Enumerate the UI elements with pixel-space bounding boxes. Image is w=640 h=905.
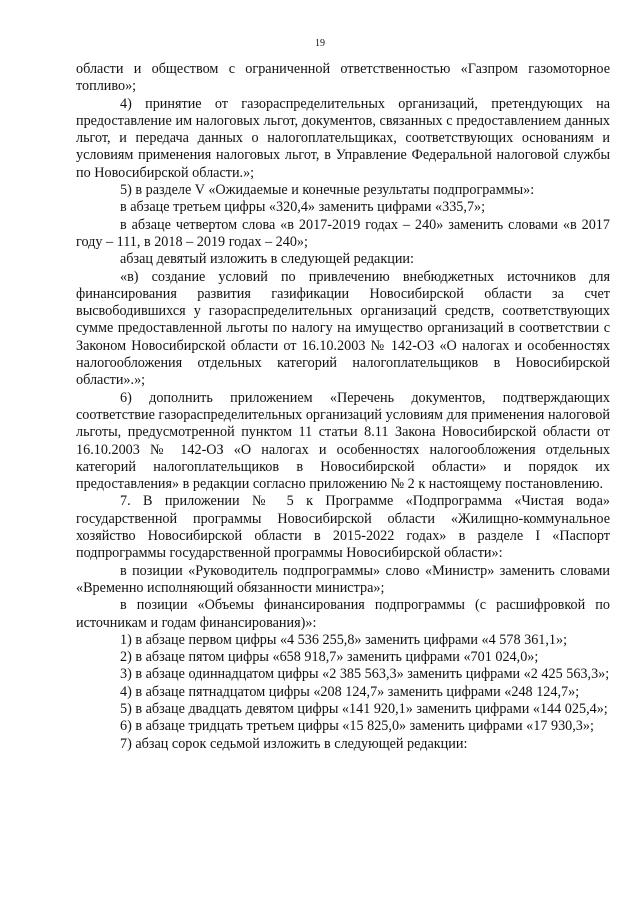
paragraph: 7) абзац сорок седьмой изложить в следующей редакции: <box>120 735 468 752</box>
paragraph: в абзаце четвертом слова «в 2017-2019 годах – 240» заменить словами «в 2017 году – 111, в 2018 – 2019 годах – 240»; <box>76 216 610 250</box>
paragraph: 6) в абзаце тридцать третьем цифры «15 825,0» заменить цифрами «17 930,3»; <box>120 718 594 735</box>
paragraph: области и обществом с ограниченной ответственностью «Газпром газомоторное топливо»; <box>76 61 610 95</box>
paragraph: в абзаце третьем цифры «320,4» заменить цифрами «335,7»; <box>120 199 486 216</box>
page-number: 19 <box>315 38 325 49</box>
paragraph: в позиции «Руководитель подпрограммы» слово «Министр» заменить словами «Временно исполняющий обязанности министра»; <box>76 562 610 596</box>
paragraph: 2) в абзаце пятом цифры «658 918,7» заменить цифрами «701 024,0»; <box>120 649 539 666</box>
paragraph: 6) дополнить приложением «Перечень документов, подтверждающих соответствие газораспределительных организаций условиям для применения налоговой льготы, предусмотренной пунктом 11 статьи 8.11 Закона Новосибирской области от 16.10.2003 № 142-ОЗ «О налогах и особенностях налогообложения отдельных категорий налогоплательщиков в Новосибирской области» и порядок их предоставления» в редакции согласно приложению № 2 к настоящему постановлению. <box>76 389 610 493</box>
paragraph: 4) в абзаце пятнадцатом цифры «208 124,7» заменить цифрами «248 124,7»; <box>120 683 580 700</box>
paragraph: абзац девятый изложить в следующей редакции: <box>120 251 414 268</box>
paragraph: 3) в абзаце одиннадцатом цифры «2 385 563,3» заменить цифрами «2 425 563,3»; <box>120 666 610 683</box>
paragraph: в позиции «Объемы финансирования подпрограммы (с расшифровкой по источникам и годам финансирования)»: <box>76 597 610 631</box>
paragraph: «в) создание условий по привлечению внебюджетных источников для финансирования развития газификации Новосибирской области за счет высвободившихся у газораспределительных организаций средств, соответствующих сумме предоставленной льготы по налогу на имущество организаций в соответствии с Законом Новосибирской области от 16.10.2003 № 142-ОЗ «О налогах и особенностях налогообложения отдельных категорий налогоплательщиков в Новосибирской области».»; <box>76 268 610 389</box>
paragraph: 5) в абзаце двадцать девятом цифры «141 920,1» заменить цифрами «144 025,4»; <box>120 700 608 717</box>
paragraph: 1) в абзаце первом цифры «4 536 255,8» заменить цифрами «4 578 361,1»; <box>120 631 568 648</box>
paragraph: 4) принятие от газораспределительных организаций, претендующих на предоставление им налоговых льгот, документов, связанных с предоставлением данных льгот, и передача данных о налогоплательщиках, соответствующих основаниям и условиям применения налоговых льгот, в Управление Федеральной налоговой службы по Новосибирской области.»; <box>76 95 610 181</box>
paragraph: 7. В приложении № 5 к Программе «Подпрограмма «Чистая вода» государственной программы Новосибирской области «Жилищно-коммунальное хозяйство Новосибирской области в 2015-2022 годах» в разделе I «Паспорт подпрограммы государственной программы Новосибирской области»: <box>76 493 610 562</box>
document-body <box>76 61 610 753</box>
paragraph: 5) в разделе V «Ожидаемые и конечные результаты подпрограммы»: <box>120 182 535 199</box>
